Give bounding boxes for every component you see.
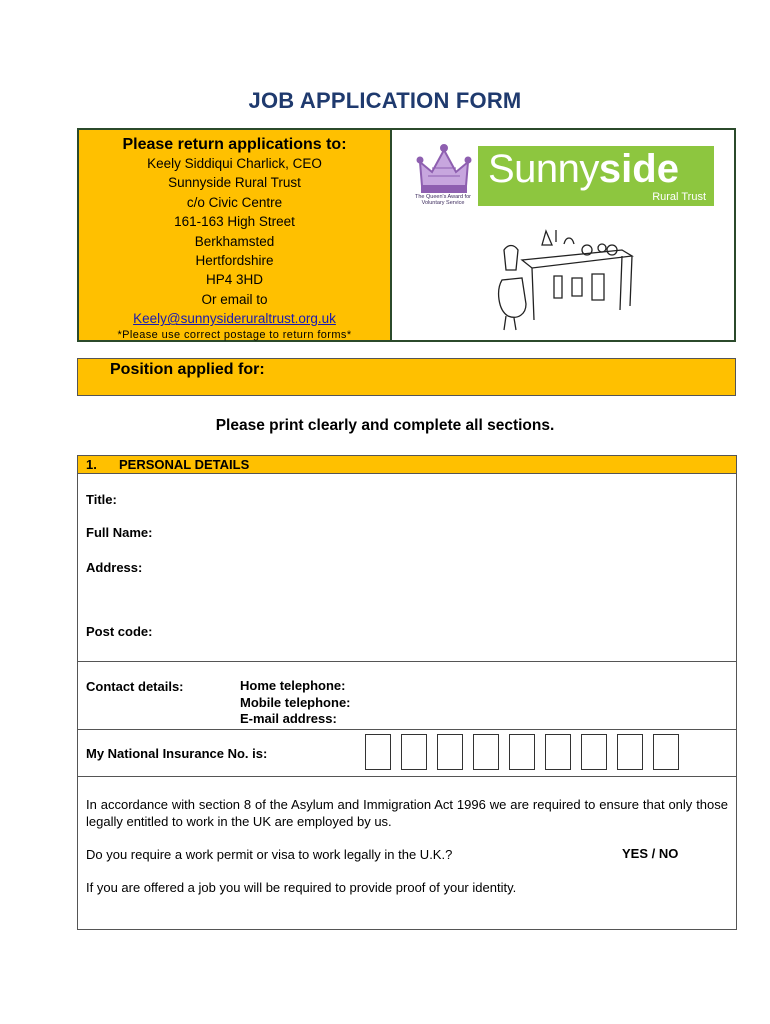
page-title: JOB APPLICATION FORM — [248, 88, 522, 113]
postcode-field[interactable]: Post code: — [86, 624, 153, 639]
ni-digit-box[interactable] — [653, 734, 679, 770]
return-address-panel — [79, 130, 392, 340]
title-field[interactable]: Title: — [86, 492, 117, 507]
address-line: c/o Civic Centre — [186, 194, 283, 210]
contact-fields — [240, 678, 351, 728]
ni-digit-box[interactable] — [617, 734, 643, 770]
ni-digit-box[interactable] — [365, 734, 391, 770]
ni-digit-box[interactable] — [473, 734, 499, 770]
address-line: Keely Siddiqui Charlick, CEO — [147, 156, 322, 171]
home-telephone-field[interactable]: Home telephone: — [240, 678, 346, 693]
return-heading: Please return applications to: — [122, 136, 347, 153]
address-line: Hertfordshire — [195, 253, 274, 269]
address-line: Or email to — [201, 291, 268, 307]
personal-details-section — [77, 455, 737, 930]
identity-text: If you are offered a job you will be required to provide proof of your identity. — [86, 880, 517, 895]
queens-award-text: The Queen's Award for Voluntary Service — [415, 194, 471, 206]
address-line: 161-163 High Street — [174, 214, 295, 230]
header-box — [77, 128, 736, 342]
brand-subtitle: Rural Trust — [652, 191, 706, 203]
sunnyside-logo — [478, 146, 714, 206]
ni-digit-box[interactable] — [437, 734, 463, 770]
ni-number-boxes — [365, 734, 679, 770]
email-address-field[interactable]: E-mail address: — [240, 711, 337, 726]
email-link[interactable]: Keely@sunnysideruraltrust.org.uk — [133, 311, 336, 327]
brand-part1: Sunny — [488, 147, 599, 191]
full-name-field[interactable]: Full Name: — [86, 525, 153, 540]
ni-digit-box[interactable] — [509, 734, 535, 770]
mobile-telephone-field[interactable]: Mobile telephone: — [240, 694, 351, 710]
address-line: Berkhamsted — [194, 233, 275, 249]
divider — [78, 729, 736, 730]
permit-question: Do you require a work permit or visa to work legally in the U.K.? — [86, 847, 453, 862]
logo-panel — [392, 130, 734, 340]
brand-part2: side — [598, 147, 679, 191]
asylum-act-text: In accordance with section 8 of the Asylum and Immigration Act 1996 we are required to ensure that only those legally entitled to work in the UK are employed by us. — [86, 797, 728, 829]
section-title: PERSONAL DETAILS — [119, 457, 250, 472]
market-stall-illustration-icon — [492, 220, 642, 340]
address-field[interactable]: Address: — [86, 560, 143, 575]
section-number: 1. — [86, 457, 97, 472]
address-line: Sunnyside Rural Trust — [168, 175, 301, 191]
yes-no-choice[interactable]: YES / NO — [622, 846, 679, 861]
divider — [78, 776, 736, 777]
divider — [78, 661, 736, 662]
position-applied-field[interactable] — [77, 358, 736, 396]
ni-digit-box[interactable] — [401, 734, 427, 770]
ni-digit-box[interactable] — [581, 734, 607, 770]
postage-note: *Please use correct postage to return forms* — [117, 329, 352, 342]
ni-number-label: My National Insurance No. is: — [86, 746, 268, 761]
section-heading — [78, 456, 736, 474]
contact-details-label: Contact details: — [86, 679, 184, 694]
address-line: HP4 3HD — [205, 272, 264, 288]
instruction-text: Please print clearly and complete all sections. — [215, 417, 555, 434]
ni-digit-box[interactable] — [545, 734, 571, 770]
position-label: Position applied for: — [110, 361, 265, 378]
